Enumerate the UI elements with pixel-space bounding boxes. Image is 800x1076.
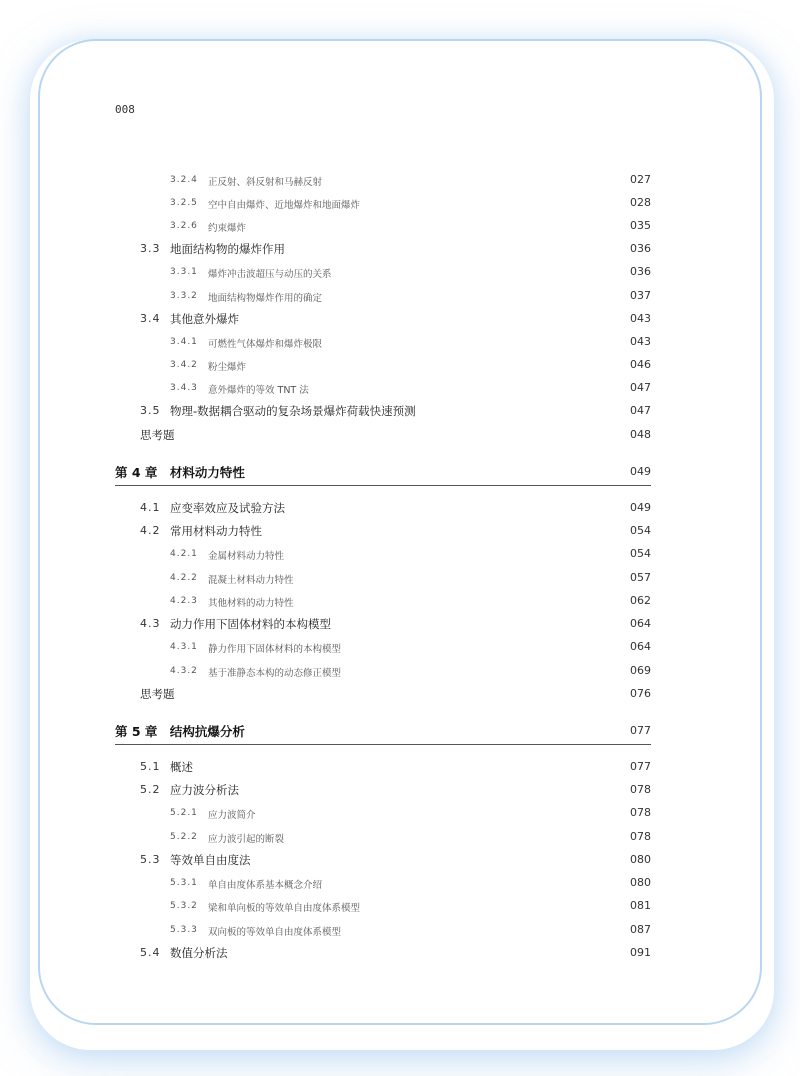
entry-number: 3.3.1 bbox=[170, 267, 198, 277]
entry-title: 思考题 bbox=[140, 687, 175, 701]
toc-subsection-row[interactable] bbox=[0, 663, 800, 683]
entry-title: 常用材料动力特性 bbox=[170, 524, 262, 538]
entry-page-number: 043 bbox=[630, 335, 651, 348]
entry-number: 4.3.1 bbox=[170, 642, 198, 652]
entry-number: 3.4 bbox=[140, 312, 161, 325]
entry-title: 粉尘爆炸 bbox=[208, 362, 247, 373]
entry-title: 爆炸冲击波超压与动压的关系 bbox=[208, 269, 332, 280]
toc-subsection-row[interactable] bbox=[0, 264, 800, 284]
entry-title: 静力作用下固体材料的本构模型 bbox=[208, 644, 342, 655]
entry-title: 物理-数据耦合驱动的复杂场景爆炸荷载快速预测 bbox=[170, 404, 416, 418]
entry-number: 3.5 bbox=[140, 404, 161, 417]
entry-title: 地面结构物的爆炸作用 bbox=[170, 242, 285, 256]
toc-section-row[interactable] bbox=[0, 523, 800, 543]
entry-title: 应变率效应及试验方法 bbox=[170, 501, 285, 515]
entry-page-number: 037 bbox=[630, 289, 651, 302]
entry-title: 双向板的等效单自由度体系模型 bbox=[208, 927, 342, 938]
entry-number: 5.3.1 bbox=[170, 878, 198, 888]
toc-subsection-row[interactable] bbox=[0, 829, 800, 849]
entry-number: 4.3 bbox=[140, 617, 161, 630]
entry-title: 概述 bbox=[170, 760, 193, 774]
toc-section-row[interactable] bbox=[0, 759, 800, 779]
toc-section-row[interactable] bbox=[0, 945, 800, 965]
toc-section-row[interactable] bbox=[0, 500, 800, 520]
toc-subsection-row[interactable] bbox=[0, 570, 800, 590]
entry-page-number: 035 bbox=[630, 219, 651, 232]
entry-number: 5.2.1 bbox=[170, 808, 198, 818]
entry-number: 3.4.1 bbox=[170, 337, 198, 347]
entry-number: 3.4.3 bbox=[170, 383, 198, 393]
toc-subsection-row[interactable] bbox=[0, 172, 800, 192]
entry-number: 5.4 bbox=[140, 946, 161, 959]
entry-page-number: 076 bbox=[630, 687, 651, 700]
entry-title: 意外爆炸的等效 TNT 法 bbox=[208, 385, 309, 396]
entry-title: 地面结构物爆炸作用的确定 bbox=[208, 293, 323, 304]
entry-page-number: 080 bbox=[630, 853, 651, 866]
entry-page-number: 081 bbox=[630, 899, 651, 912]
entry-number: 3.2.4 bbox=[170, 175, 198, 185]
entry-page-number: 078 bbox=[630, 783, 651, 796]
entry-number: 5.2.2 bbox=[170, 832, 198, 842]
entry-number: 5.3 bbox=[140, 853, 161, 866]
toc-subsection-row[interactable] bbox=[0, 334, 800, 354]
entry-page-number: 048 bbox=[630, 428, 651, 441]
entry-page-number: 036 bbox=[630, 265, 651, 278]
toc-section-row[interactable] bbox=[0, 616, 800, 636]
toc-subsection-row[interactable] bbox=[0, 922, 800, 942]
chapter-page-number: 077 bbox=[630, 724, 651, 737]
toc-section-row[interactable] bbox=[0, 782, 800, 802]
entry-page-number: 047 bbox=[630, 404, 651, 417]
entry-page-number: 057 bbox=[630, 571, 651, 584]
entry-title: 空中自由爆炸、近地爆炸和地面爆炸 bbox=[208, 200, 361, 211]
entry-page-number: 046 bbox=[630, 358, 651, 371]
entry-page-number: 054 bbox=[630, 547, 651, 560]
entry-number: 4.2.1 bbox=[170, 549, 198, 559]
entry-title: 应力波分析法 bbox=[170, 783, 239, 797]
entry-page-number: 064 bbox=[630, 617, 651, 630]
entry-number: 5.2 bbox=[140, 783, 161, 796]
toc-subsection-row[interactable] bbox=[0, 288, 800, 308]
entry-title: 可燃性气体爆炸和爆炸极限 bbox=[208, 339, 323, 350]
entry-number: 5.3.3 bbox=[170, 925, 198, 935]
entry-page-number: 027 bbox=[630, 173, 651, 186]
entry-page-number: 087 bbox=[630, 923, 651, 936]
entry-page-number: 091 bbox=[630, 946, 651, 959]
entry-page-number: 036 bbox=[630, 242, 651, 255]
toc-subsection-row[interactable] bbox=[0, 593, 800, 613]
chapter-page-number: 049 bbox=[630, 465, 651, 478]
entry-page-number: 049 bbox=[630, 501, 651, 514]
toc-section-row[interactable] bbox=[0, 852, 800, 872]
toc-section-row[interactable] bbox=[0, 311, 800, 331]
toc-section-row[interactable] bbox=[0, 241, 800, 261]
toc-subsection-row[interactable] bbox=[0, 546, 800, 566]
entry-page-number: 047 bbox=[630, 381, 651, 394]
entry-title: 混凝土材料动力特性 bbox=[208, 575, 294, 586]
entry-number: 5.1 bbox=[140, 760, 161, 773]
entry-number: 3.4.2 bbox=[170, 360, 198, 370]
entry-number: 4.1 bbox=[140, 501, 161, 514]
entry-title: 金属材料动力特性 bbox=[208, 551, 285, 562]
entry-title: 正反射、斜反射和马赫反射 bbox=[208, 177, 323, 188]
entry-page-number: 080 bbox=[630, 876, 651, 889]
toc-subsection-row[interactable] bbox=[0, 357, 800, 377]
entry-title: 应力波简介 bbox=[208, 810, 256, 821]
toc-subsection-row[interactable] bbox=[0, 639, 800, 659]
entry-title: 应力波引起的断裂 bbox=[208, 834, 285, 845]
entry-number: 3.2.5 bbox=[170, 198, 198, 208]
toc-subsection-row[interactable] bbox=[0, 805, 800, 825]
entry-number: 4.2.3 bbox=[170, 596, 198, 606]
chapter-title: 第 4 章 材料动力特性 bbox=[115, 465, 245, 480]
entry-number: 3.3.2 bbox=[170, 291, 198, 301]
entry-title: 思考题 bbox=[140, 428, 175, 442]
entry-page-number: 062 bbox=[630, 594, 651, 607]
entry-title: 约束爆炸 bbox=[208, 223, 247, 234]
entry-title: 基于准静态本构的动态修正模型 bbox=[208, 668, 342, 679]
entry-title: 其他材料的动力特性 bbox=[208, 598, 294, 609]
entry-title: 动力作用下固体材料的本构模型 bbox=[170, 617, 331, 631]
entry-number: 4.3.2 bbox=[170, 666, 198, 676]
entry-page-number: 077 bbox=[630, 760, 651, 773]
toc-subsection-row[interactable] bbox=[0, 195, 800, 215]
entry-page-number: 069 bbox=[630, 664, 651, 677]
entry-number: 3.2.6 bbox=[170, 221, 198, 231]
toc-subsection-row[interactable] bbox=[0, 380, 800, 400]
toc-exercises-row[interactable] bbox=[0, 427, 800, 447]
entry-page-number: 078 bbox=[630, 830, 651, 843]
entry-title: 等效单自由度法 bbox=[170, 853, 251, 867]
toc-chapter-row[interactable] bbox=[115, 463, 651, 486]
page-number: 008 bbox=[115, 103, 135, 116]
toc-subsection-row[interactable] bbox=[0, 898, 800, 918]
entry-page-number: 064 bbox=[630, 640, 651, 653]
entry-title: 梁和单向板的等效单自由度体系模型 bbox=[208, 903, 361, 914]
entry-page-number: 078 bbox=[630, 806, 651, 819]
entry-title: 单自由度体系基本概念介绍 bbox=[208, 880, 323, 891]
toc-subsection-row[interactable] bbox=[0, 875, 800, 895]
entry-page-number: 043 bbox=[630, 312, 651, 325]
entry-number: 4.2.2 bbox=[170, 573, 198, 583]
toc-subsection-row[interactable] bbox=[0, 218, 800, 238]
entry-page-number: 028 bbox=[630, 196, 651, 209]
entry-title: 其他意外爆炸 bbox=[170, 312, 239, 326]
chapter-title: 第 5 章 结构抗爆分析 bbox=[115, 724, 245, 739]
toc-section-row[interactable] bbox=[0, 403, 800, 423]
entry-number: 3.3 bbox=[140, 242, 161, 255]
entry-title: 数值分析法 bbox=[170, 946, 228, 960]
toc-exercises-row[interactable] bbox=[0, 686, 800, 706]
entry-page-number: 054 bbox=[630, 524, 651, 537]
entry-number: 4.2 bbox=[140, 524, 161, 537]
toc-chapter-row[interactable] bbox=[115, 722, 651, 745]
entry-number: 5.3.2 bbox=[170, 901, 198, 911]
